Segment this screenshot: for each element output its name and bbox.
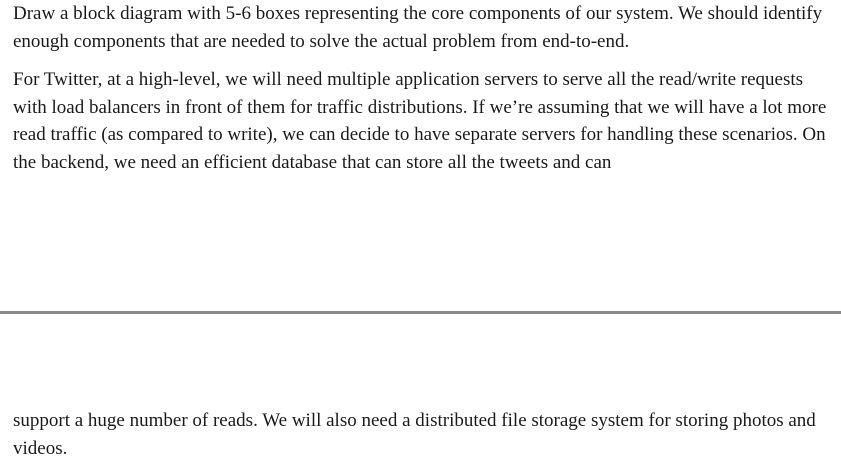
page-top-content [13, 0, 839, 176]
paragraph-continued: support a huge number of reads. We will also need a distributed file storage system for storing photos and videos. [13, 410, 816, 459]
paragraph-block-diagram-intro: Draw a block diagram with 5-6 boxes representing the core components of our system. We should identify enough components that are needed to solve the actual problem from end-to-end. [13, 3, 823, 52]
page-bottom-content [13, 407, 839, 462]
page-divider [0, 311, 841, 314]
paragraph-twitter-architecture: For Twitter, at a high-level, we will need multiple application servers to serve all the read/write requests with load balancers in front of them for traffic distributions. If we’re assuming that we will have a lot more read traffic (as compared to write), we can decide to have separate servers for handling these scenarios. On the backend, we need an efficient database that can store all the tweets and can [13, 69, 827, 173]
